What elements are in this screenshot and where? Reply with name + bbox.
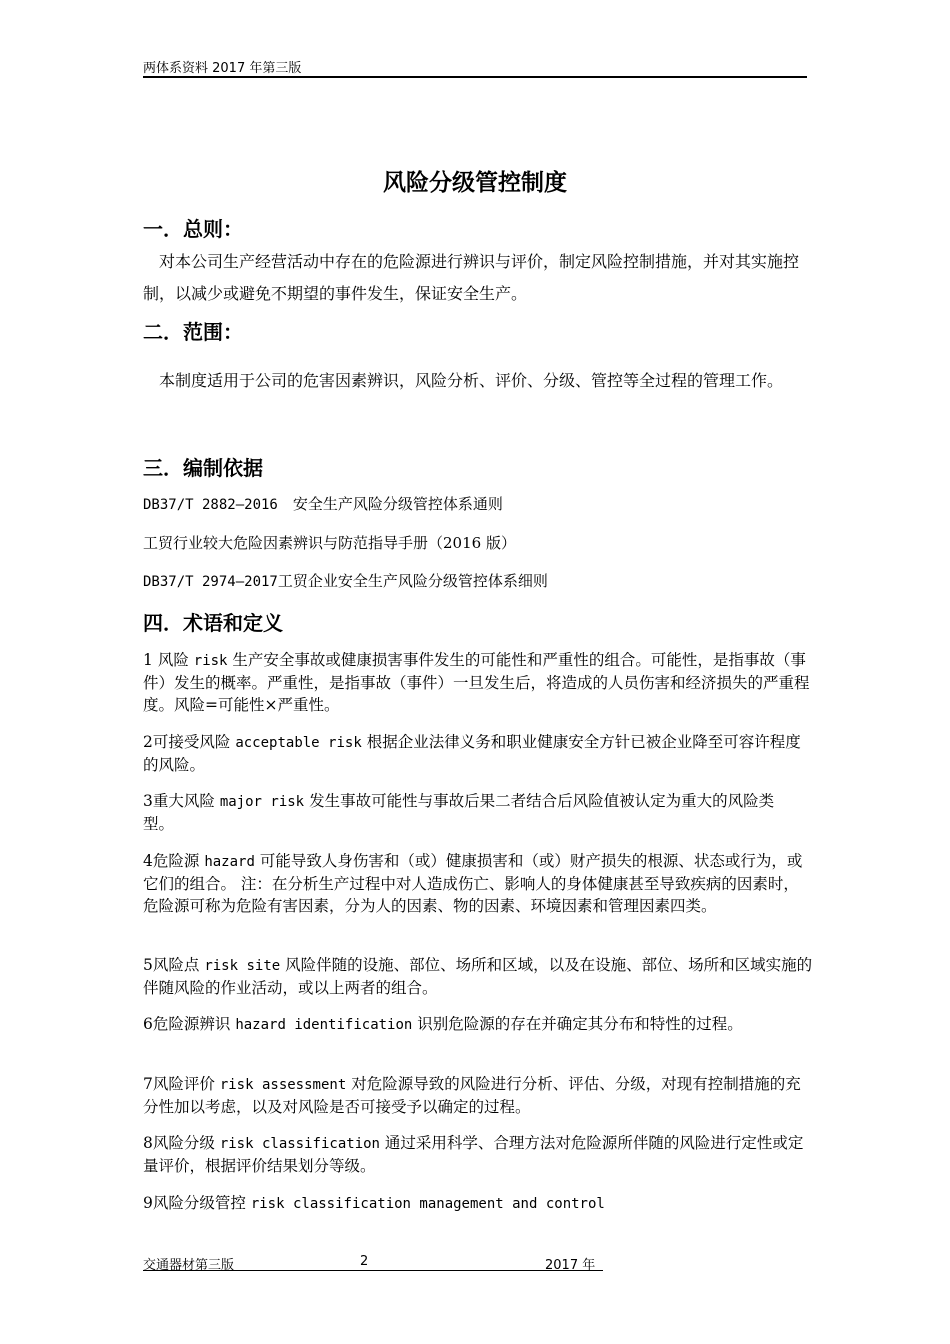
term-definition — [143, 1192, 813, 1215]
term-definition — [143, 649, 813, 716]
term-name-cn: 风险分级 — [152, 1134, 215, 1152]
term-number: 5 — [143, 956, 153, 974]
term-number: 8 — [143, 1134, 153, 1152]
term-name-en: hazard — [204, 854, 255, 870]
footer-left: 交通器材第三版 — [143, 1258, 235, 1273]
term-text: 风险伴随的设施、部位、场所和区域，以及在设施、部位、场所和区域实施的伴随风险的作业活动，或以上两者的组合。 — [143, 956, 813, 997]
term-name-cn: 风险 — [157, 651, 189, 669]
reference-code: DB37/T 2974—2017 — [143, 574, 278, 590]
term-definition — [143, 850, 813, 917]
term-text: 通过采用科学、合理方法对危险源所伴随的风险进行定性或定量评价，根据评价结果划分等级。 — [143, 1134, 804, 1175]
term-name-en: acceptable risk — [235, 735, 362, 751]
term-name-cn: 危险源辨识 — [152, 1015, 231, 1033]
term-text: 识别危险源的存在并确定其分布和特性的过程。 — [417, 1015, 743, 1033]
page-header: 两体系资料 2017 年第三版 — [143, 61, 302, 76]
term-name-en: risk — [193, 653, 228, 669]
reference-code: DB37/T 2882—2016 — [143, 497, 278, 513]
term-name-cn: 重大风险 — [152, 792, 215, 810]
term-name-en: risk classification management and control — [250, 1196, 605, 1212]
reference-title: 工贸企业安全生产风险分级管控体系细则 — [277, 572, 548, 590]
section-heading-general: 一．总则： — [143, 217, 243, 241]
reference-item — [143, 570, 548, 591]
term-name-cn: 风险分级管控 — [152, 1194, 246, 1212]
section-heading-basis: 三．编制依据 — [143, 456, 263, 480]
page-number: 2 — [360, 1254, 369, 1269]
footer-rule — [143, 1270, 603, 1271]
term-number: 1 — [143, 651, 153, 669]
term-text: 发生事故可能性与事故后果二者结合后风险值被认定为重大的风险类型。 — [143, 792, 775, 833]
reference-title: 工贸行业较大危险因素辨识与防范指导手册（2016 版） — [143, 534, 516, 552]
term-name-en: hazard identification — [235, 1017, 413, 1033]
term-definition — [143, 731, 813, 776]
reference-title: 安全生产风险分级管控体系通则 — [277, 495, 503, 513]
term-text: 对危险源导致的风险进行分析、评估、分级，对现有控制措施的充分性加以考虑，以及对风险是否可接受予以确定的过程。 — [143, 1075, 801, 1116]
term-number: 3 — [143, 792, 153, 810]
term-number: 2 — [143, 733, 153, 751]
term-text: 根据企业法律义务和职业健康安全方针已被企业降至可容许程度的风险。 — [143, 733, 801, 774]
section-heading-scope: 二．范围： — [143, 320, 243, 344]
term-name-cn: 危险源 — [152, 852, 200, 870]
term-name-cn: 可接受风险 — [152, 733, 231, 751]
section-paragraph-scope: 本制度适用于公司的危害因素辨识，风险分析、评价、分级、管控等全过程的管理工作。 — [143, 371, 784, 390]
reference-item — [143, 532, 516, 553]
term-definition — [143, 1073, 813, 1118]
term-name-en: risk site — [204, 958, 281, 974]
term-definition — [143, 1013, 813, 1036]
term-name-en: major risk — [219, 794, 305, 810]
section-paragraph-general: 对本公司生产经营活动中存在的危险源进行辨识与评价，制定风险控制措施，并对其实施控制，以减少或避免不期望的事件发生，保证安全生产。 — [143, 252, 800, 303]
term-number: 7 — [143, 1075, 153, 1093]
document-title: 风险分级管控制度 — [383, 169, 567, 196]
term-text: 生产安全事故或健康损害事件发生的可能性和严重性的组合。可能性，是指事故（事件）发生的概率。严重性，是指事故（事件）一旦发生后，将造成的人员伤害和经济损失的严重程度。风险=可能性×严重性。 — [143, 651, 810, 714]
term-number: 4 — [143, 852, 153, 870]
term-name-cn: 风险评价 — [152, 1075, 215, 1093]
term-name-cn: 风险点 — [152, 956, 200, 974]
term-name-en: risk classification — [219, 1136, 380, 1152]
term-number: 9 — [143, 1194, 153, 1212]
footer-right: 2017 年 — [545, 1258, 596, 1273]
header-rule — [143, 76, 807, 78]
term-number: 6 — [143, 1015, 153, 1033]
term-definition — [143, 954, 813, 999]
section-heading-terms: 四．术语和定义 — [143, 611, 283, 635]
term-text: 可能导致人身伤害和（或）健康损害和（或）财产损失的根源、状态或行为，或它们的组合。 注：在分析生产过程中对人造成伤亡、影响人的身体健康甚至导致疾病的因素时，危险源可称为危险有害因素，分为人的因素、物的因素、环境因素和管理因素四类。 — [143, 852, 803, 915]
term-definition — [143, 1132, 813, 1177]
reference-item — [143, 493, 503, 514]
term-name-en: risk assessment — [219, 1077, 347, 1093]
term-definition — [143, 790, 803, 835]
